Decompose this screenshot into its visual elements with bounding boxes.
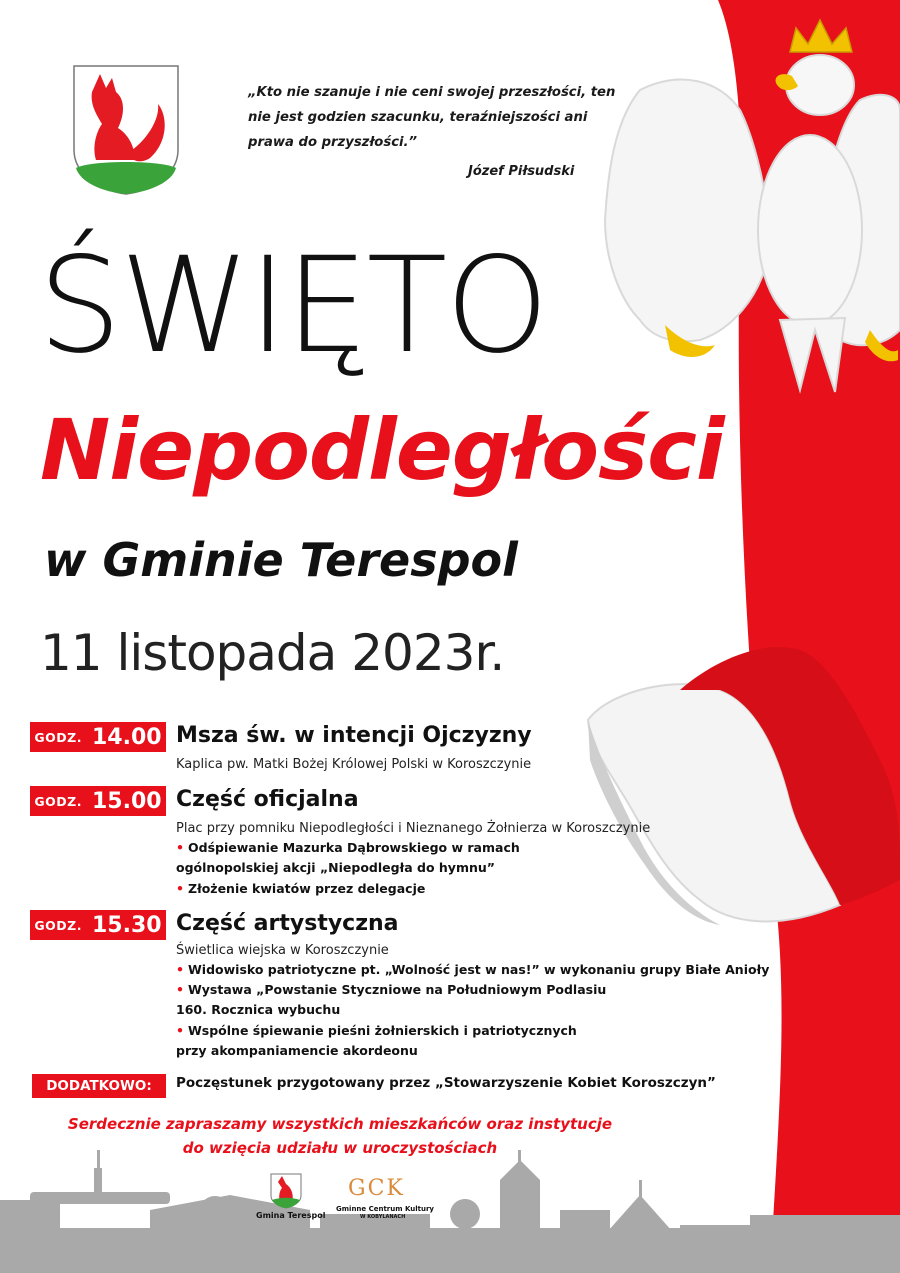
time-value: 15.00 [91,788,162,814]
gck-logo-sub: W KOBYLANACH [360,1214,406,1220]
extra-text: Poczęstunek przygotowany przez „Stowarzyszenie Kobiet Koroszczyn” [176,1075,716,1091]
gmina-terespol-logo-icon [271,1174,301,1208]
quote-text: „Kto nie szanuje i nie ceni swojej przeszłości, ten nie jest godzien szacunku, teraźniejszości ani prawa do przyszłości.” [248,85,616,150]
event-title: Msza św. w intencji Ojczyzny [176,723,532,748]
invitation-line-2: do wzięcia udziału w uroczystościach [182,1139,498,1157]
bullet-dot-icon: • [176,1023,184,1038]
event-title: Część oficjalna [176,787,359,812]
bullet-dot-icon: • [176,881,184,896]
bullet-item: • Wystawa „Powstanie Styczniowe na Południowym Podlasiu 160. Rocznica wybuchu [176,982,607,1017]
gmina-logo-caption: Gmina Terespol [256,1211,326,1220]
coat-of-arms-icon [74,66,178,194]
event-place: Plac przy pomniku Niepodległości i Nieznanego Żołnierza w Koroszczynie [176,821,651,836]
gck-logo-caption: Gminne Centrum Kultury [336,1205,434,1213]
bullet-item: • Odśpiewanie Mazurka Dąbrowskiego w ramach ogólnopolskiej akcji „Niepodległa do hymnu” [176,840,520,875]
bullet-item: • Złożenie kwiatów przez delegacje [176,881,426,896]
bullet-dot-icon: • [176,962,184,977]
invitation-line-1: Serdecznie zapraszamy wszystkich mieszkańców oraz instytucje [67,1115,613,1133]
quote-author: Józef Piłsudski [468,164,575,179]
eagle-body [758,135,862,325]
title-line-2: Niepodległości [40,401,724,499]
godz-label: GODZ. [34,917,82,933]
bullet-item: • Widowisko patriotyczne pt. „Wolność jest w nas!” w wykonaniu grupy Białe Anioły [176,962,770,977]
gck-logo-mark: GCK [348,1176,405,1201]
skyline-silhouette [0,1150,900,1273]
bullet-dot-icon: • [176,840,184,855]
godz-label: GODZ. [34,793,82,809]
invitation-text [40,1112,640,1160]
bullet-dot-icon: • [176,982,184,997]
time-value: 15.30 [91,912,162,938]
title-line-1: ŚWIĘTO [38,229,548,383]
event-place: Świetlica wiejska w Koroszczynie [176,943,389,958]
time-badge [30,786,166,816]
event-place: Kaplica pw. Matki Bożej Królowej Polski w Koroszczynie [176,757,532,772]
time-badge [30,722,166,752]
title-line-3: w Gminie Terespol [44,533,518,587]
bullet-item: • Wspólne śpiewanie pieśni żołnierskich i patriotycznych przy akompaniamencie akordeonu [176,1023,577,1058]
time-value: 14.00 [91,724,162,750]
event-title: Część artystyczna [176,911,399,936]
event-date: 11 listopada 2023r. [40,624,505,682]
time-badge [30,910,166,940]
extra-badge: DODATKOWO: [32,1074,166,1098]
godz-label: GODZ. [34,729,82,745]
